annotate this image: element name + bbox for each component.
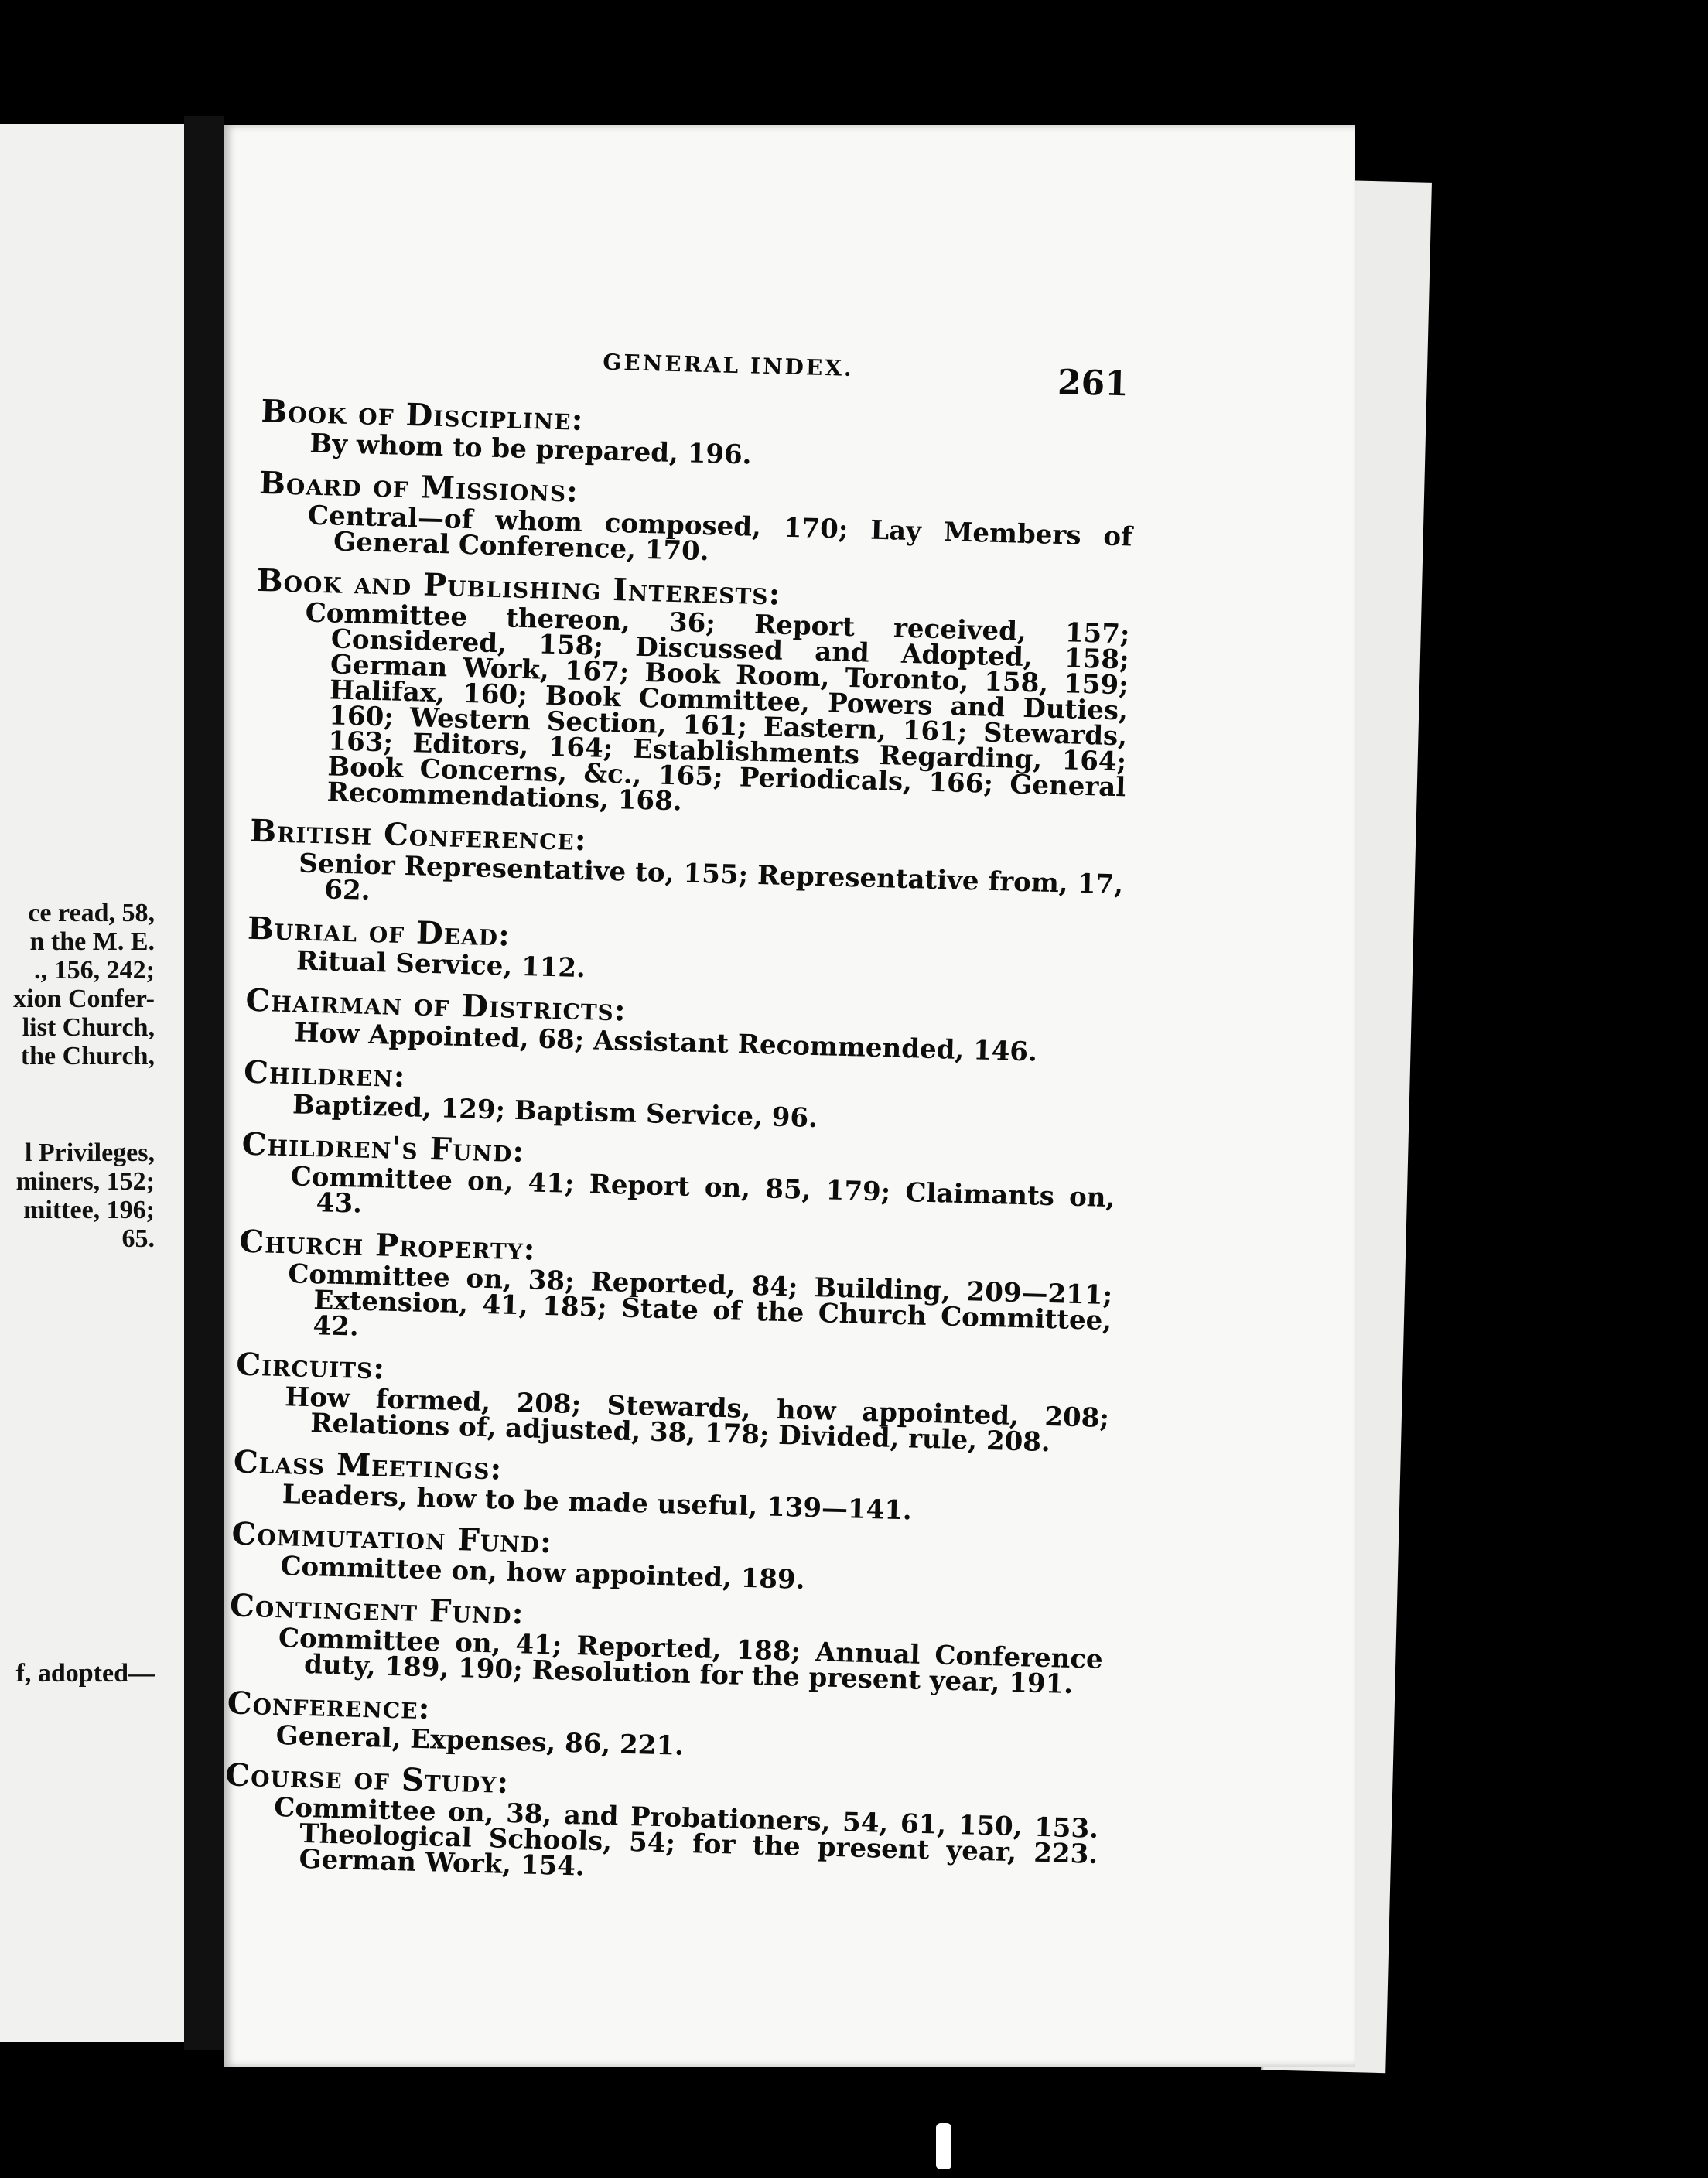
left-page-line: xion Confer- <box>13 985 155 1013</box>
entry-heading: Commutation Fund: <box>231 1515 553 1561</box>
left-page-line: 65. <box>121 1224 155 1253</box>
entry-heading: Course of Study: <box>224 1756 510 1801</box>
entry-text: Committee on, 41; Report on, 85, 179; Claimants on, 43. <box>290 1161 1115 1220</box>
left-page-line: the Church, <box>20 1042 155 1070</box>
index-entry <box>234 1347 1111 1458</box>
index-entry <box>260 393 1136 479</box>
left-page-line: f, adopted— <box>15 1659 155 1688</box>
entry-heading: Book and Publishing Interests: <box>256 562 781 613</box>
left-page-line: n the M. E. <box>29 927 155 956</box>
index-entry <box>240 1126 1116 1238</box>
index-entry <box>228 1587 1105 1698</box>
entry-heading: Circuits: <box>235 1346 386 1387</box>
left-page-line <box>0 1070 155 1138</box>
entry-text: Committee on, 38, and Probationers, 54, 61, 150, 153. Theological Schools, 54; for the present year, 223. German Work, 154. <box>273 1792 1099 1883</box>
entry-heading: Church Property: <box>238 1223 537 1268</box>
entry-heading: Burial of Dead: <box>247 910 511 954</box>
entry-text: Central—of whom composed, 170; Lay Members of General Conference, 170. <box>307 500 1133 568</box>
entry-text: How Appointed, 68; Assistant Recommended, 146. <box>294 1017 1038 1068</box>
left-page-line: ., 156, 242; <box>34 956 155 985</box>
left-page-line: ce read, 58, <box>28 899 155 927</box>
entry-heading: Conference: <box>227 1685 432 1727</box>
entry-text: By whom to be prepared, 196. <box>309 428 753 471</box>
entry-text: How formed, 208; Stewards, how appointed, 208; Relations of, adjusted, 38, 178; Divided, rule, 208. <box>284 1381 1110 1459</box>
index-content <box>223 340 1136 1893</box>
index-entry <box>244 982 1120 1068</box>
running-head-title: GENERAL INDEX. <box>602 349 855 381</box>
entry-text: Senior Representative to, 155; Representative from, 17, 62. <box>298 848 1124 906</box>
index-entry <box>233 1444 1108 1530</box>
index-entry <box>243 1054 1119 1140</box>
entry-heading: Children's Fund: <box>241 1125 525 1170</box>
entry-heading: Children: <box>243 1053 407 1095</box>
entry-heading: Chairman of Districts: <box>245 981 627 1029</box>
left-page-line: list Church, <box>22 1013 155 1042</box>
book-gutter <box>184 116 224 2050</box>
index-entry <box>247 910 1122 996</box>
index-entry <box>237 1224 1113 1360</box>
entry-heading: British Conference: <box>249 812 588 859</box>
left-page-line: mittee, 196; <box>23 1196 155 1224</box>
left-page-line: l Privileges, <box>24 1138 155 1167</box>
page-number: 261 <box>1057 362 1129 405</box>
entry-heading: Book of Discipline: <box>260 392 585 438</box>
entry-text: Committee on, how appointed, 189. <box>279 1551 805 1596</box>
index-entry <box>231 1515 1106 1601</box>
entry-text: General, Expenses, 86, 221. <box>275 1720 685 1762</box>
index-entry <box>248 813 1125 924</box>
entry-heading: Class Meetings: <box>233 1443 503 1487</box>
left-facing-page <box>0 124 184 2042</box>
entry-text: Committee thereon, 36; Report received, 157; Considered, 158; Discussed and Adopted, 158; German Work, 167; Book Room, Toronto, 158, 159; Halifax, 160; Book Committee, Powers and Duties, 160; Western Section, 161; Eastern, 161; Stewards, 163; Editors, 164; Establishments Regarding, 164; Book Concerns, &c., 165; Periodicals, 166; General Recommendations, 168. <box>305 597 1130 818</box>
entry-text: Committee on, 41; Reported, 188; Annual Conference duty, 189, 190; Resolution for the present year, 191. <box>278 1623 1104 1700</box>
scan-speck <box>936 2123 951 2169</box>
entry-heading: Contingent Fund: <box>229 1587 525 1632</box>
entry-text: Committee on, 38; Reported, 84; Building, 209—211; Extension, 41, 185; State of the Church Committee, 42. <box>287 1258 1113 1343</box>
index-entry <box>226 1685 1102 1770</box>
entry-heading: Board of Missions: <box>258 464 579 510</box>
index-entry <box>223 1756 1099 1893</box>
entry-text: Baptized, 129; Baptism Service, 96. <box>292 1089 818 1135</box>
entry-text: Leaders, how to be made useful, 139—141. <box>282 1479 913 1527</box>
index-entry <box>258 465 1134 576</box>
left-page-line: miners, 152; <box>15 1167 155 1196</box>
left-page-text <box>0 899 155 1253</box>
index-entry <box>251 562 1131 826</box>
entry-text: Ritual Service, 112. <box>295 945 586 985</box>
